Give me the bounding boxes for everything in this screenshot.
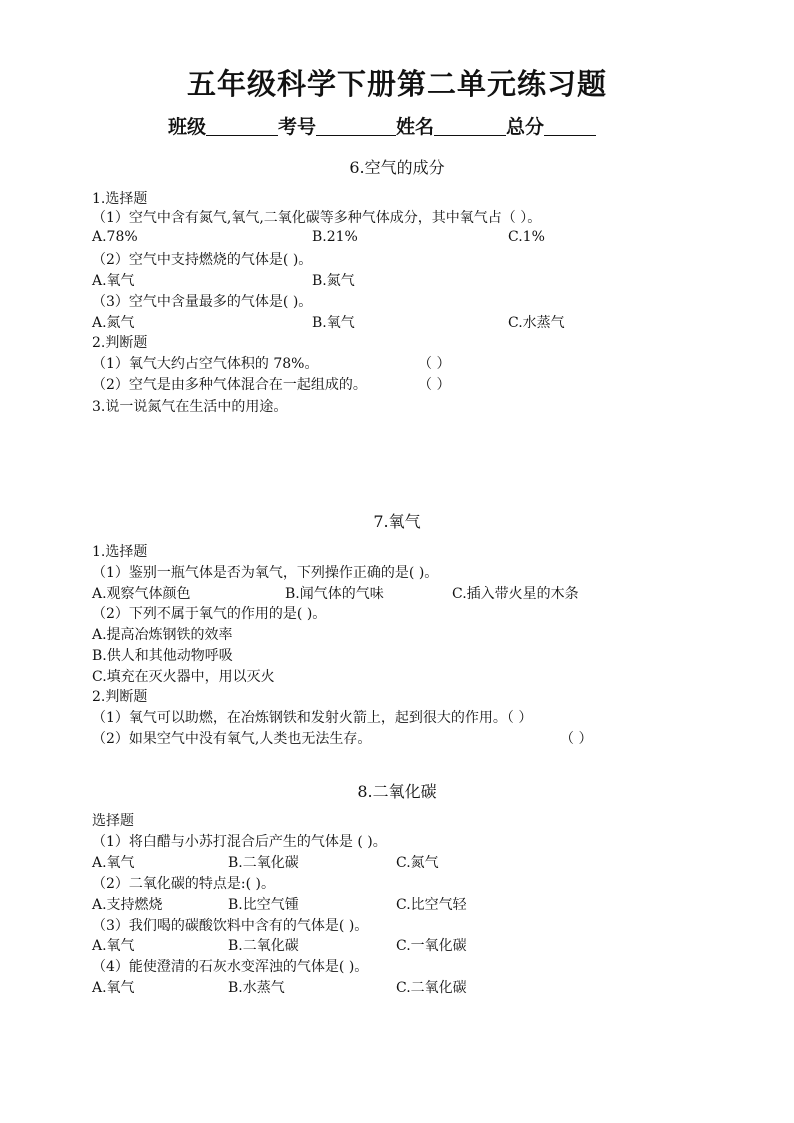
s8-q1-option-c: C.氮气 [396,855,439,871]
s6-question-2: （2）空气中支持燃烧的气体是( )。 [92,252,313,268]
s6-q2-option-a: A.氧气 [92,273,135,289]
s8-q4-option-a: A.氧气 [92,980,135,996]
section-7-part2-heading: 2.判断题 [92,689,148,705]
s6-q1-option-a: A.78% [92,229,138,245]
s8-q4-option-b: B.水蒸气 [228,980,285,996]
score-blank[interactable] [544,117,596,136]
s7-judgement-1: （1）氧气可以助燃，在冶炼钢铁和发射火箭上，起到很大的作用。（ ） [92,710,533,726]
class-blank[interactable] [206,117,278,136]
number-label: 考号 [278,116,317,138]
score-label: 总分 [506,116,545,138]
s7-j2-answer-blank[interactable]: （ ） [560,731,593,747]
student-info-line [168,112,596,139]
s8-question-3: （3）我们喝的碳酸饮料中含有的气体是( )。 [92,918,369,934]
name-label: 姓名 [396,116,435,138]
s6-q1-option-b: B.21% [312,229,358,245]
s8-q3-option-a: A.氧气 [92,938,135,954]
s8-q1-option-a: A.氧气 [92,855,135,871]
section-6-title: 6.空气的成分 [349,158,445,177]
s6-q3-option-b: B.氧气 [312,315,355,331]
s8-question-2: （2）二氧化碳的特点是:( )。 [92,876,275,892]
s8-q1-option-b: B.二氧化碳 [228,855,299,871]
s7-question-2: （2）下列不属于氧气的作用的是( )。 [92,606,327,622]
s7-q2-option-c: C.填充在灭火器中，用以灭火 [92,669,275,685]
s7-q2-option-b: B.供人和其他动物呼吸 [92,648,233,664]
section-7-title: 7.氧气 [373,512,421,531]
s6-question-3: （3）空气中含量最多的气体是( )。 [92,294,313,310]
s8-q2-option-b: B.比空气锺 [228,897,299,913]
s8-q3-option-c: C.一氧化碳 [396,938,467,954]
section-8-heading: 选择题 [92,813,134,829]
s6-judgement-1: （1）氧气大约占空气体积的 78%。 [92,356,319,372]
class-label: 班级 [168,116,207,138]
s8-question-1: （1）将白醋与小苏打混合后产生的气体是 ( )。 [92,834,387,850]
s7-q1-option-c: C.插入带火星的木条 [452,586,579,602]
s7-q2-option-a: A.提高冶炼钢铁的效率 [92,627,233,643]
s6-q3-option-c: C.水蒸气 [508,315,565,331]
section-6-part1-heading: 1.选择题 [92,191,148,207]
s8-question-4: （4）能使澄清的石灰水变浑浊的气体是( )。 [92,959,369,975]
s6-question-1: （1）空气中含有氮气,氧气,二氧化碳等多种气体成分，其中氧气占（ ）。 [92,210,542,226]
number-blank[interactable] [316,117,396,136]
s8-q3-option-b: B.二氧化碳 [228,938,299,954]
s7-q1-option-b: B.闻气体的气味 [285,586,384,602]
s6-j2-answer-blank[interactable]: （ ） [418,377,451,393]
section-6-part2-heading: 2.判断题 [92,335,148,351]
section-6-part3-question: 3.说一说氮气在生活中的用途。 [92,399,288,415]
s7-judgement-2: （2）如果空气中没有氧气,人类也无法生存。 [92,731,372,747]
s8-q2-option-c: C.比空气轻 [396,897,467,913]
section-7-part1-heading: 1.选择题 [92,544,148,560]
page-title: 五年级科学下册第二单元练习题 [186,67,607,101]
section-8-title: 8.二氧化碳 [357,782,437,801]
s7-q1-option-a: A.观察气体颜色 [92,586,191,602]
s6-judgement-2: （2）空气是由多种气体混合在一起组成的。 [92,377,367,393]
s6-q1-option-c: C.1% [508,229,545,245]
s7-question-1: （1）鉴别一瓶气体是否为氧气，下列操作正确的是( )。 [92,565,439,581]
s8-q2-option-a: A.支持燃烧 [92,897,163,913]
s6-q2-option-b: B.氮气 [312,273,355,289]
s6-j1-answer-blank[interactable]: （ ） [418,356,451,372]
s8-q4-option-c: C.二氧化碳 [396,980,467,996]
s6-q3-option-a: A.氮气 [92,315,135,331]
name-blank[interactable] [434,117,506,136]
